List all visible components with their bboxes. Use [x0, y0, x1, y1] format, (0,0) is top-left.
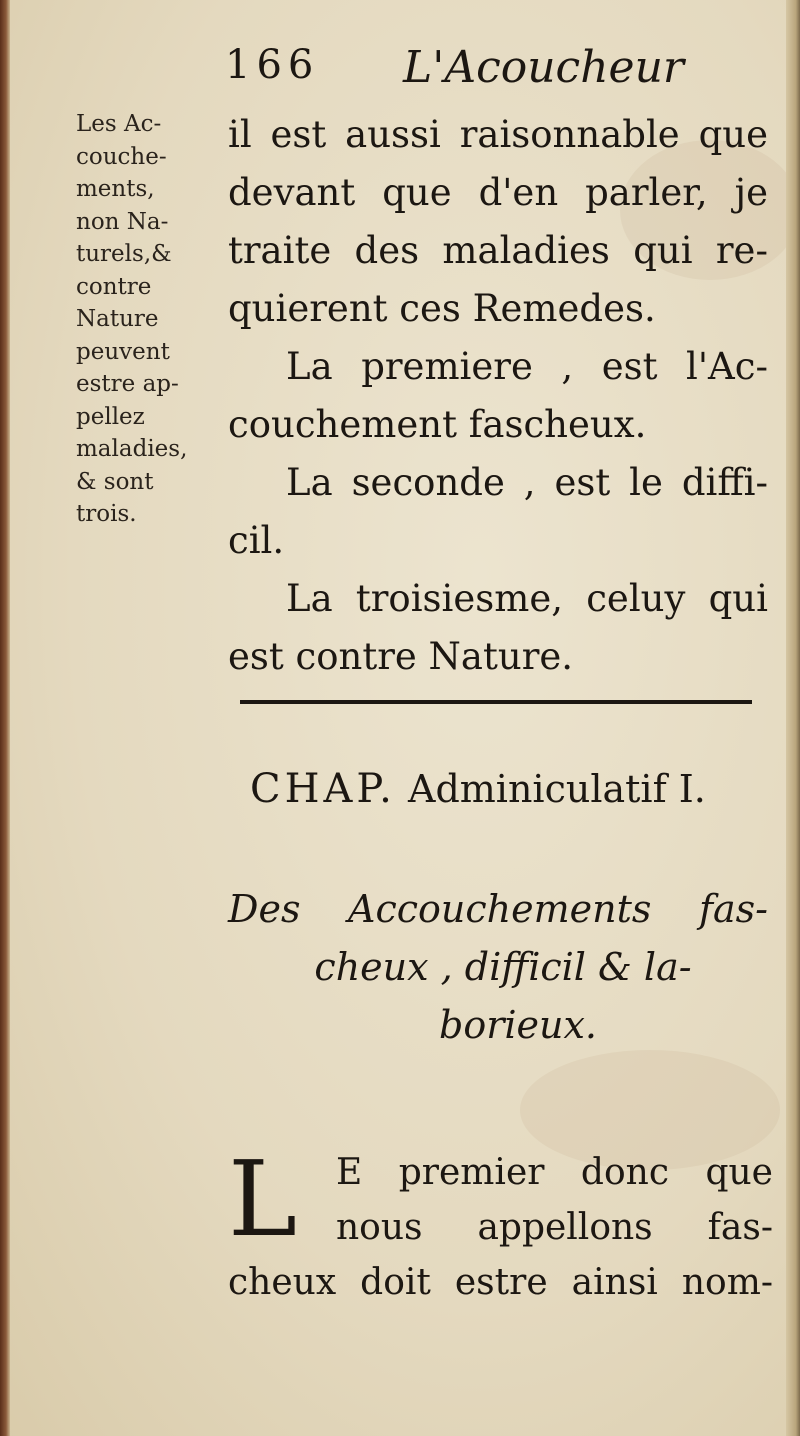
word: La [286, 345, 333, 388]
word: fas- [698, 887, 768, 931]
paragraph-line [336, 1145, 773, 1200]
chapter-title-line: borieux. [439, 1003, 597, 1047]
paragraph-line [336, 1200, 773, 1255]
margin-note-line: peuvent [76, 338, 170, 365]
word: premiere [361, 345, 533, 388]
word: que [382, 171, 452, 214]
word: , [523, 461, 536, 504]
word: qui [708, 577, 768, 620]
word: donc [580, 1152, 669, 1193]
word: que [698, 113, 768, 156]
body-line [228, 222, 768, 280]
body-line: cil. [228, 519, 285, 562]
body-line [228, 338, 768, 396]
word: La [286, 461, 333, 504]
word: , [561, 345, 574, 388]
word: l'Ac- [686, 345, 768, 388]
word: diffi- [681, 461, 768, 504]
page-header [225, 42, 785, 102]
word: E [336, 1152, 363, 1193]
margin-note [76, 108, 226, 531]
word: est [601, 345, 658, 388]
word: aussi [345, 113, 441, 156]
word: Accouchements [348, 887, 652, 931]
body-line [228, 164, 768, 222]
body-line: couchement fascheux. [228, 403, 647, 446]
word: nom- [681, 1262, 773, 1303]
drop-cap: L [228, 1138, 298, 1260]
word: qui [633, 229, 693, 272]
margin-note-line: & sont [76, 468, 154, 495]
margin-note-line: contre [76, 273, 152, 300]
word: raisonnable [459, 113, 680, 156]
word: premier [398, 1152, 545, 1193]
word: devant [228, 171, 356, 214]
margin-note-line: Nature [76, 306, 159, 332]
chapter-heading [250, 766, 770, 812]
word: celuy [586, 577, 686, 620]
chapter-heading-title: Adminiculatif I. [408, 767, 706, 811]
word: cheux [228, 1262, 337, 1303]
word: re- [715, 229, 768, 272]
word: parler, [585, 171, 708, 214]
body-line: est contre Nature. [228, 635, 574, 678]
word: est [554, 461, 611, 504]
word: seconde [351, 461, 505, 504]
margin-note-line: couche- [76, 143, 167, 170]
word: d'en [478, 171, 559, 214]
chapter-title [228, 880, 768, 1054]
word: maladies [442, 229, 610, 272]
body-line: quierent ces Remedes. [228, 287, 656, 330]
word: ainsi [571, 1262, 658, 1303]
word: nous [336, 1207, 423, 1248]
body-line [228, 454, 768, 512]
paragraph [228, 1138, 773, 1310]
chapter-title-line: cheux , difficil & la- [314, 945, 692, 989]
word: le [629, 461, 663, 504]
word: je [734, 171, 768, 214]
word: troisiesme, [355, 577, 563, 620]
paragraph-line [228, 1255, 773, 1310]
word: il [228, 113, 252, 156]
word: des [354, 229, 420, 272]
margin-note-line: Les Ac- [76, 111, 162, 137]
margin-note-line: maladies, [76, 436, 188, 462]
word: Des [228, 887, 301, 931]
margin-note-line: turels,& [76, 241, 172, 267]
page-edge [786, 0, 800, 1436]
body-line [228, 106, 768, 164]
word: que [705, 1152, 773, 1193]
chapter-title-line [228, 880, 768, 938]
word: La [286, 577, 333, 620]
word: est [270, 113, 327, 156]
body-line [228, 570, 768, 628]
margin-note-line: trois. [76, 501, 137, 527]
word: doit [360, 1262, 431, 1303]
page-number: 166 [225, 42, 320, 88]
margin-note-line: estre ap- [76, 371, 179, 397]
running-title: L'Acoucheur [403, 42, 684, 93]
margin-note-line: non Na- [76, 208, 169, 235]
section-rule [240, 700, 752, 704]
chapter-label: CHAP. [250, 766, 396, 812]
binding-edge [0, 0, 10, 1436]
margin-note-line: ments, [76, 176, 155, 202]
word: fas- [707, 1207, 773, 1248]
word: estre [454, 1262, 548, 1303]
word: appellons [477, 1207, 653, 1248]
word: traite [228, 229, 332, 272]
body-text [228, 106, 768, 686]
margin-note-line: pellez [76, 403, 145, 430]
